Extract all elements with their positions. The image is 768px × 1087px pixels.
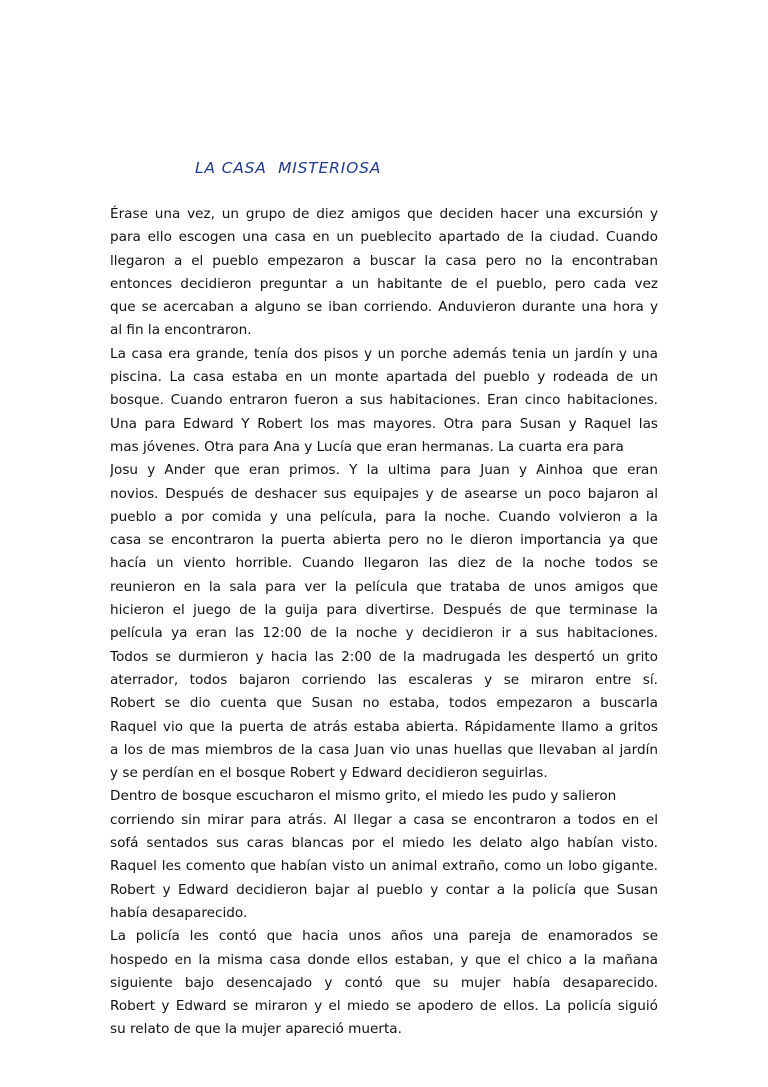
story-line: llegaron a el pueblo empezaron a buscar la casa pero no la encontraban (110, 252, 658, 269)
story-line: Robert y Edward decidieron bajar al pueblo y contar a la policía que Susan (110, 881, 658, 898)
story-line: al fin la encontraron. (110, 322, 252, 339)
story-line: Érase una vez, un grupo de diez amigos que deciden hacer una excursión y (110, 206, 658, 222)
story-line: reunieron en la sala para ver la película que trataba de unos amigos que (110, 578, 658, 595)
story-line: sofá sentados sus caras blancas por el miedo les delato algo habían visto. (110, 835, 658, 852)
story-line: y se perdían en el bosque Robert y Edward decidieron seguirlas. (110, 765, 548, 782)
story-line: había desaparecido. (110, 904, 248, 921)
story-line: Todos se durmieron y hacia las 2:00 de la madrugada les despertó un grito (110, 648, 658, 665)
story-line: hacía un viento horrible. Cuando llegaron las diez de la noche todos se (110, 555, 658, 572)
story-line: Dentro de bosque escucharon el mismo grito, el miedo les pudo y salieron (110, 788, 617, 805)
story-line: La policía les contó que hacia unos años una pareja de enamorados se (110, 928, 658, 945)
story-line: su relato de que la mujer apareció muerta. (110, 1021, 402, 1038)
story-line: siguiente bajo desencajado y contó que su mujer había desaparecido. (110, 974, 658, 991)
story-line: entonces decidieron preguntar a un habitante de el pueblo, pero cada vez (110, 275, 658, 292)
story-line: Robert se dio cuenta que Susan no estaba, todos empezaron a buscarla (110, 695, 658, 712)
story-line: hicieron el juego de la guija para divertirse. Después de que terminase la (110, 602, 658, 619)
story-line: casa se encontraron la puerta abierta pero no le dieron importancia ya que (110, 532, 658, 549)
story-line: a los de mas miembros de la casa Juan vio unas huellas que llevaban al jardín (110, 741, 658, 758)
story-line: La casa era grande, tenía dos pisos y un porche además tenia un jardín y una (110, 345, 658, 362)
story-line: Raquel vio que la puerta de atrás estaba abierta. Rápidamente llamo a gritos (110, 718, 658, 735)
story-line: mas jóvenes. Otra para Ana y Lucía que eran hermanas. La cuarta era para (110, 438, 624, 455)
story-line: pueblo a por comida y una película, para la noche. Cuando volvieron a la (110, 508, 658, 525)
story-line: corriendo sin mirar para atrás. Al llegar a casa se encontraron a todos en el (110, 811, 658, 828)
story-line: que se acercaban a alguno se iban corriendo. Anduvieron durante una hora y (110, 299, 658, 316)
story-line: película ya eran las 12:00 de la noche y decidieron ir a sus habitaciones. (110, 625, 658, 642)
story-line: Una para Edward Y Robert los mas mayores. Otra para Susan y Raquel las (110, 415, 658, 432)
story-line: para ello escogen una casa en un pueblecito apartado de la ciudad. Cuando (110, 229, 658, 246)
story-line: aterrador, todos bajaron corriendo las escaleras y se miraron entre sí. (110, 671, 658, 688)
story-line: bosque. Cuando entraron fueron a sus habitaciones. Eran cinco habitaciones. (110, 392, 658, 409)
story-line: Raquel les comento que habían visto un animal extraño, como un lobo gigante. (110, 858, 658, 875)
story-body (110, 203, 658, 1042)
story-line: piscina. La casa estaba en un monte apartada del pueblo y rodeada de un (110, 369, 658, 386)
story-line: hospedo en la misma casa donde ellos estaban, y que el chico a la mañana (110, 951, 658, 968)
story-line: Robert y Edward se miraron y el miedo se apodero de ellos. La policía siguió (110, 998, 658, 1015)
document-title: LA CASA MISTERIOSA (195, 159, 382, 177)
story-line: Josu y Ander que eran primos. Y la ultima para Juan y Ainhoa que eran (110, 462, 658, 479)
story-line: novios. Después de deshacer sus equipajes y de asearse un poco bajaron al (110, 485, 658, 502)
